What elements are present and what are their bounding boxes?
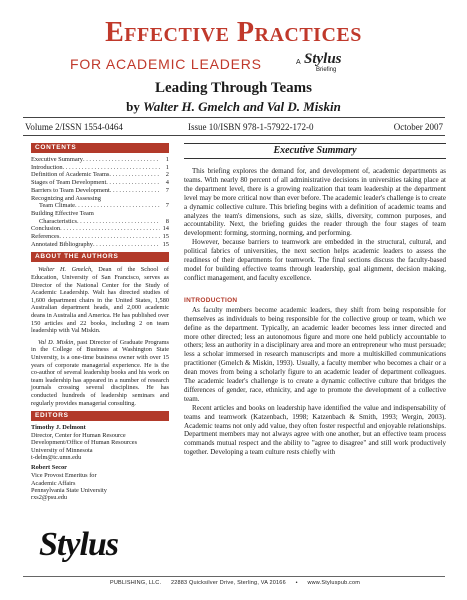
contents-heading: CONTENTS bbox=[31, 143, 169, 153]
header-rule-bottom bbox=[23, 135, 445, 136]
toc-leader bbox=[75, 202, 160, 210]
about-heading: ABOUT THE AUTHORS bbox=[31, 252, 169, 262]
issue-bar bbox=[23, 120, 445, 134]
toc-entry bbox=[31, 195, 169, 203]
bio-text: past Director of Graduate Programs in the College of Business at Washington State University, is a one-time business owner with over 15 years of corporate managerial experience. He is the co-author of several leadership books and his work on team leadership has appeared in a number of research journals crossing several disciplines. He has conducted hundreds of leadership seminars and regularly provides managerial consulting. bbox=[31, 338, 170, 407]
toc-leader bbox=[109, 171, 160, 179]
toc-leader bbox=[63, 164, 160, 172]
toc-page: 2 bbox=[165, 171, 169, 179]
toc-entry bbox=[31, 233, 169, 241]
toc-leader bbox=[83, 156, 160, 164]
editor-detail: Development/Office of Human Resources bbox=[31, 439, 138, 447]
editors-list bbox=[31, 424, 169, 502]
executive-summary-header bbox=[184, 143, 446, 159]
toc-entry bbox=[31, 171, 169, 179]
editor-detail: Vice Provost Emeritus for bbox=[31, 472, 97, 480]
table-of-contents bbox=[31, 156, 169, 248]
editor-detail: Director, Center for Human Resource bbox=[31, 431, 126, 439]
toc-page: 8 bbox=[165, 217, 169, 225]
toc-label: Characteristics bbox=[39, 217, 77, 225]
subtitle: FOR ACADEMIC LEADERS bbox=[70, 56, 262, 72]
toc-entry bbox=[31, 202, 169, 210]
publication-title: Leading Through Teams bbox=[154, 80, 312, 96]
toc-label: Barriers to Team Development bbox=[31, 186, 110, 194]
publisher-address: 22883 Quicksilver Drive, Sterling, VA 20166 bbox=[170, 580, 286, 586]
toc-page: 1 bbox=[165, 156, 169, 163]
toc-entry bbox=[31, 156, 169, 164]
editor-name: Robert Secor bbox=[31, 464, 68, 472]
editors-heading: EDITORS bbox=[31, 411, 169, 421]
authors-by: by bbox=[126, 99, 140, 114]
toc-page: 15 bbox=[162, 240, 169, 248]
toc-label: Introduction bbox=[31, 163, 63, 171]
authors-names: Walter H. Gmelch and Val D. Miskin bbox=[143, 99, 341, 114]
issue-date: October 2007 bbox=[393, 122, 443, 132]
publisher-name: PUBLISHING, LLC. bbox=[110, 580, 162, 586]
executive-summary-paragraph: However, because barriers to teamwork are embedded in the structural, cultural, and political fabrics of universities, the next section helps academic leaders to assess the readiness of their departments for teamwork. The final sections discuss the faculty-based model for building effective teams through leadership, goal alignment, decision making, conflict management, and faculty excellence. bbox=[184, 238, 446, 282]
toc-label: Team Climate bbox=[39, 202, 75, 210]
subtitle-row bbox=[70, 51, 450, 75]
toc-label: Annotated Bibliography bbox=[31, 240, 93, 248]
toc-label: Recognizing and Assessing bbox=[31, 194, 101, 202]
toc-entry bbox=[31, 164, 169, 172]
toc-label: Executive Summary bbox=[31, 156, 83, 163]
bio-name: Val D. Miskin, bbox=[38, 338, 76, 346]
toc-label: Conclusion bbox=[31, 225, 61, 233]
bio-name: Walter H. Gmelch, bbox=[38, 266, 93, 274]
editor-detail: t-delm@tc.umn.edu bbox=[31, 454, 82, 462]
toc-label: Building Effective Team bbox=[31, 209, 94, 217]
editor-name: Timothy J. Delmont bbox=[31, 424, 86, 432]
editor-detail: rxs2@psu.edu bbox=[31, 494, 68, 502]
publisher-url: www.Styluspub.com bbox=[307, 580, 361, 586]
toc-label: Stages of Team Development bbox=[31, 179, 107, 187]
introduction-heading: INTRODUCTION bbox=[184, 296, 238, 304]
toc-entry bbox=[31, 225, 169, 233]
toc-page: 7 bbox=[165, 202, 169, 210]
toc-leader bbox=[93, 241, 160, 249]
toc-entry bbox=[31, 210, 169, 218]
editor-detail: Pennsylvania State University bbox=[31, 486, 107, 494]
footer-rule bbox=[23, 576, 445, 577]
issue-info: Issue 10/ISBN 978-1-57922-172-0 bbox=[188, 122, 314, 132]
toc-label: References bbox=[31, 233, 60, 241]
executive-summary-title: Executive Summary bbox=[273, 145, 357, 156]
volume-info: Volume 2/ISSN 1554-0464 bbox=[25, 122, 123, 132]
bio-text: Dean of the School of Education, University of San Francisco, serves as Director of the National Center for the Study of Academic Leadership. Walt has directed studies of 1,600 department chairs in the United States, 1,580 Australian department heads, and 2,000 academic deans in Australia and America. He has published over 150 articles and 22 books, including 2 on team leadership with Val Miskin. bbox=[31, 266, 169, 335]
toc-page: 14 bbox=[162, 225, 169, 233]
author-bio-gmelch bbox=[31, 266, 169, 334]
footer-bullet: • bbox=[295, 580, 298, 586]
executive-summary-paragraph: This briefing explores the demand for, and development of, academic departments as teams. With nearly 80 percent of all administrative decisions in universities taking place at the department level, there is a growing realization that team leadership at the department level may be more critical now than ever before. The academic leader's challenge is to create a dynamic collective culture. This briefing begins with a definition of academic teams and analyzes the team's dimensions, such as size, skills, diversity, common purposes, and accountability. Next, the briefing guides the reader through the four stages of team development: forming, storming, norming, and performing. bbox=[184, 167, 446, 238]
logo-wordmark: Stylus bbox=[39, 526, 119, 563]
toc-label: Definition of Academic Teams bbox=[31, 171, 110, 179]
toc-leader bbox=[60, 225, 160, 233]
toc-page: 15 bbox=[162, 233, 169, 241]
toc-entry bbox=[31, 179, 169, 187]
badge-tag: Briefing bbox=[316, 67, 337, 73]
badge-name: Stylus bbox=[304, 51, 342, 67]
toc-page: 4 bbox=[165, 179, 169, 187]
author-bio-miskin bbox=[31, 339, 169, 407]
editor-detail: Academic Affairs bbox=[31, 479, 76, 487]
toc-leader bbox=[59, 233, 160, 241]
header-rule-top bbox=[23, 117, 445, 118]
toc-leader bbox=[110, 187, 160, 195]
toc-entry bbox=[31, 241, 169, 249]
toc-leader bbox=[106, 179, 160, 187]
stylus-briefing-badge bbox=[296, 51, 366, 75]
toc-entry bbox=[31, 218, 169, 226]
introduction-paragraph: Recent articles and books on leadership have identified the value and indispensability of teams and teamwork (Katzenbach, 1998; Katzenbach & Smith, 1993; Wergin, 2003). Academic teams not only add value, they often foster respectful and enjoyable relationships. Department members may not always agree with one another, but an effective team process commands mutual respect and the ability to "agree to disagree" and still work productively together. Developing a team culture rests chiefly with bbox=[184, 403, 446, 457]
sidebar bbox=[31, 143, 169, 502]
authors-line bbox=[0, 99, 467, 115]
publisher-footer bbox=[110, 578, 440, 588]
main-column bbox=[184, 143, 446, 457]
toc-entry bbox=[31, 187, 169, 195]
toc-page: 1 bbox=[165, 163, 169, 171]
toc-leader bbox=[77, 218, 160, 226]
brand-title: Effective Practices bbox=[105, 17, 362, 48]
editor-detail: University of Minnesota bbox=[31, 446, 93, 454]
introduction-paragraph: As faculty members become academic leaders, they shift from being responsible for themselves as individuals to being responsible for the collective group or team, which we define as the department. Typically, an academic leader becomes less inner directed and more other directed; less an autonomous figure and more one held publicly accountable to others; less an authority in a disciplinary area and more an entrepreneur who must persuade; less a scholar immersed in research manuscripts and more a multiskilled communications practitioner (Gmelch & Miskin, 1993). Usually, a faculty member who becomes a chair or a dean moves from being a scholarly figure to an academic leader of department colleagues. The academic leader's challenge is to create a dynamic collective culture that bridges the differences of gender, race, ethnicity, and age to promote the development of a collective team. bbox=[184, 305, 446, 403]
badge-prefix: A bbox=[296, 59, 301, 66]
toc-page: 7 bbox=[165, 186, 169, 194]
